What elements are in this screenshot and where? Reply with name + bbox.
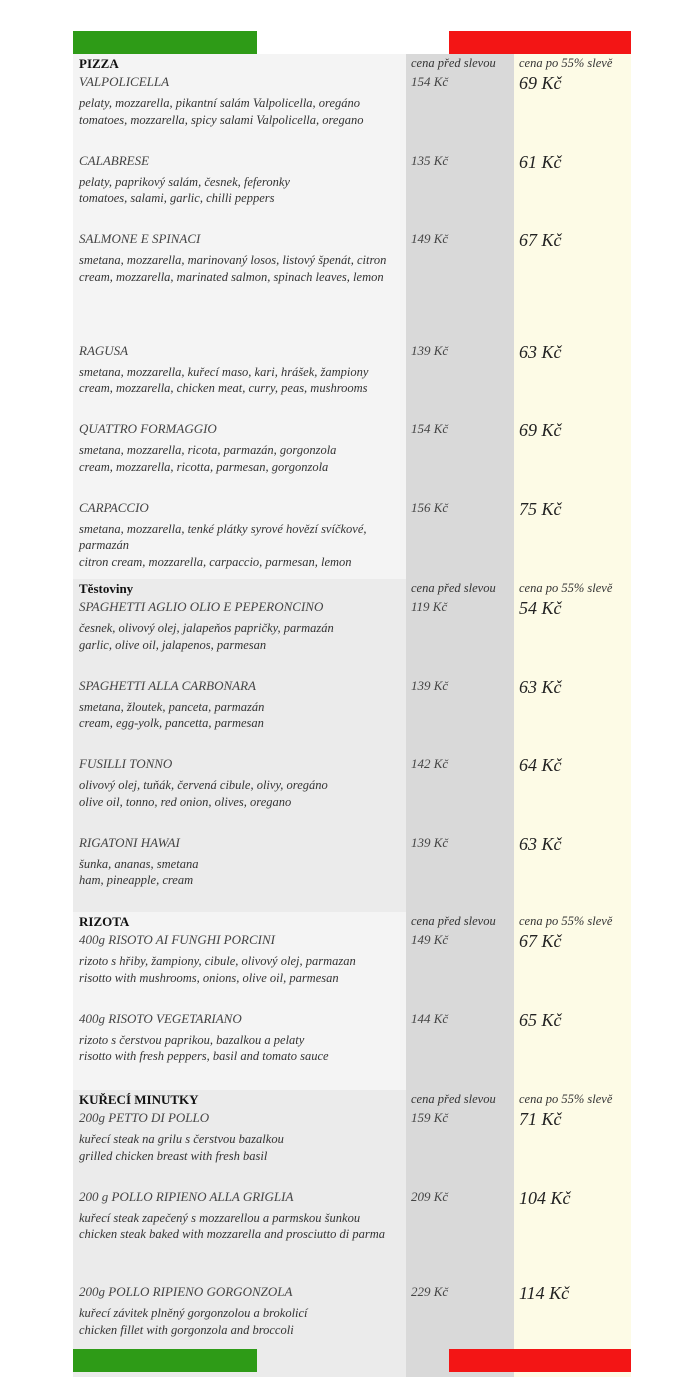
price-after-cell	[519, 755, 631, 834]
price-after-cell	[519, 499, 631, 580]
item-description	[79, 442, 406, 476]
item-description	[79, 252, 406, 286]
chicken-price-after-column	[514, 1090, 631, 1377]
price-after-cell	[519, 598, 631, 677]
price-before: 144 Kč	[411, 1010, 449, 1026]
item-name: 200g PETTO DI POLLO	[79, 1110, 210, 1125]
price-before: 159 Kč	[411, 1110, 449, 1125]
menu-item	[79, 755, 406, 834]
section-title: PIZZA	[79, 56, 119, 71]
price-after: 61 Kč	[519, 151, 562, 172]
item-description-cz: olivový olej, tuňák, červená cibule, olivy, oregáno	[79, 778, 328, 792]
item-name: 400g RISOTO AI FUNGHI PORCINI	[79, 932, 275, 947]
price-before-cell	[411, 73, 514, 152]
item-description-cz: šunka, ananas, smetana	[79, 856, 199, 871]
item-description	[79, 1131, 406, 1165]
item-description	[79, 1032, 406, 1066]
price-before-cell	[411, 677, 514, 756]
section-chicken	[73, 1090, 631, 1377]
price-after-cell	[519, 834, 631, 913]
price-after-cell	[519, 420, 631, 499]
pizza-item-column	[73, 54, 406, 579]
price-after-cell	[519, 1010, 631, 1091]
flag-green-stripe	[73, 1349, 257, 1372]
section-title: RIZOTA	[79, 914, 130, 929]
price-after-header: cena po 55% slevě	[519, 914, 613, 928]
item-name: RAGUSA	[79, 342, 129, 358]
menu-item	[79, 1010, 406, 1091]
flag-green-stripe	[73, 31, 257, 54]
price-after: 54 Kč	[519, 598, 562, 618]
price-after-cell	[519, 1109, 631, 1188]
price-after: 75 Kč	[519, 498, 562, 519]
item-description	[79, 620, 406, 654]
item-description	[79, 699, 406, 733]
price-before-cell	[411, 1010, 514, 1091]
item-description	[79, 174, 406, 208]
price-before: 139 Kč	[411, 834, 449, 850]
item-description-en: grilled chicken breast with fresh basil	[79, 1148, 268, 1163]
price-after: 71 Kč	[519, 1109, 562, 1129]
item-description	[79, 364, 406, 398]
item-name: VALPOLICELLA	[79, 74, 170, 89]
item-description-cz: pelaty, mozzarella, pikantní salám Valpolicella, oregáno	[79, 96, 360, 110]
menu-item	[79, 420, 406, 499]
item-description-cz: pelaty, paprikový salám, česnek, feferonky	[79, 174, 290, 189]
item-description-cz: kuřecí steak na grilu s čerstvou bazalkou	[79, 1132, 284, 1146]
price-before-cell	[411, 834, 514, 913]
pizza-price-after-column	[514, 54, 631, 579]
price-before: 229 Kč	[411, 1284, 449, 1299]
price-before: 135 Kč	[411, 152, 449, 168]
price-after: 67 Kč	[519, 931, 562, 951]
price-before: 154 Kč	[411, 421, 449, 436]
menu-item	[79, 342, 406, 421]
price-before-header: cena před slevou	[411, 1092, 496, 1106]
item-description-en: cream, mozzarella, marinated salmon, spinach leaves, lemon	[79, 269, 384, 284]
section-pizza	[73, 54, 631, 579]
item-description-en: garlic, olive oil, jalapenos, parmesan	[79, 637, 267, 652]
price-after: 65 Kč	[519, 1009, 562, 1030]
price-after-cell	[519, 677, 631, 756]
item-name: 200g POLLO RIPIENO GORGONZOLA	[79, 1284, 293, 1299]
item-description-en: chicken fillet with gorgonzola and broccoli	[79, 1322, 294, 1337]
item-description-cz: kuřecí závitek plněný gorgonzolou a brokolicí	[79, 1306, 308, 1320]
price-after: 63 Kč	[519, 676, 562, 697]
item-description-en: ham, pineapple, cream	[79, 873, 194, 888]
item-description-en: risotto with fresh peppers, basil and tomato sauce	[79, 1049, 329, 1064]
price-before: 139 Kč	[411, 677, 449, 693]
item-name: RIGATONI HAWAI	[79, 834, 180, 850]
item-description-cz: česnek, olivový olej, jalapeňos papričky, parmazán	[79, 621, 334, 635]
menu-item	[79, 1109, 406, 1188]
risotto-item-column	[73, 912, 406, 1090]
item-name: SALMONE E SPINACI	[79, 231, 201, 246]
price-after-header: cena po 55% slevě	[519, 56, 613, 70]
price-after: 104 Kč	[519, 1187, 571, 1208]
risotto-price-before-column	[406, 912, 514, 1090]
pizza-price-before-column	[406, 54, 514, 579]
item-description-cz: smetana, mozzarella, marinovaný losos, listový špenát, citron	[79, 253, 387, 267]
price-before-cell	[411, 1188, 514, 1284]
item-description-cz: kuřecí steak zapečený s mozzarellou a parmskou šunkou	[79, 1210, 361, 1225]
menu-item	[79, 230, 406, 342]
italian-flag-bottom	[73, 1349, 631, 1372]
section-risotto	[73, 912, 631, 1090]
price-after: 67 Kč	[519, 230, 562, 250]
price-after-header: cena po 55% slevě	[519, 581, 613, 595]
item-description	[79, 95, 406, 129]
price-before-cell	[411, 499, 514, 580]
item-description-cz: smetana, mozzarella, kuřecí maso, kari, hrášek, žampiony	[79, 364, 369, 379]
menu-table	[73, 54, 631, 1377]
item-description	[79, 953, 406, 987]
item-description	[79, 521, 406, 571]
menu-item	[79, 1188, 406, 1284]
menu-item	[79, 73, 406, 152]
flag-red-stripe	[449, 1349, 631, 1372]
price-after: 63 Kč	[519, 833, 562, 854]
item-description-cz: smetana, mozzarella, tenké plátky syrové hovězí svíčkové, parmazán	[79, 521, 367, 553]
item-description-en: chicken steak baked with mozzarella and prosciutto di parma	[79, 1227, 385, 1242]
price-before-cell	[411, 342, 514, 421]
price-before: 209 Kč	[411, 1188, 449, 1204]
flag-red-stripe	[449, 31, 631, 54]
item-name: QUATTRO FORMAGGIO	[79, 421, 217, 436]
item-description-en: cream, egg-yolk, pancetta, parmesan	[79, 716, 264, 731]
price-before-cell	[411, 420, 514, 499]
price-after-cell	[519, 931, 631, 1010]
item-name: CALABRESE	[79, 152, 150, 168]
price-after: 114 Kč	[519, 1283, 570, 1303]
price-before-cell	[411, 755, 514, 834]
item-name: 400g RISOTO VEGETARIANO	[79, 1010, 242, 1026]
item-name: FUSILLI TONNO	[79, 756, 173, 771]
item-description-en: tomatoes, salami, garlic, chilli peppers	[79, 191, 275, 206]
section-title: Těstoviny	[79, 581, 134, 596]
item-description-en: risotto with mushrooms, onions, olive oil, parmesan	[79, 970, 339, 985]
risotto-price-after-column	[514, 912, 631, 1090]
price-before: 149 Kč	[411, 231, 449, 246]
price-before: 149 Kč	[411, 932, 449, 947]
price-before: 119 Kč	[411, 599, 448, 614]
price-after: 64 Kč	[519, 755, 562, 775]
price-before-cell	[411, 230, 514, 342]
price-after-cell	[519, 1188, 631, 1284]
price-before: 139 Kč	[411, 342, 449, 358]
price-before: 142 Kč	[411, 756, 449, 771]
price-before-header: cena před slevou	[411, 56, 496, 70]
price-before-cell	[411, 1109, 514, 1188]
item-description-en: citron cream, mozzarella, carpaccio, parmesan, lemon	[79, 555, 352, 570]
pasta-price-after-column	[514, 579, 631, 912]
menu-item	[79, 834, 406, 913]
pasta-price-before-column	[406, 579, 514, 912]
menu-item	[79, 931, 406, 1010]
pasta-item-column	[73, 579, 406, 912]
price-after: 69 Kč	[519, 420, 562, 440]
italian-flag-top	[73, 31, 631, 54]
price-after-cell	[519, 342, 631, 421]
section-title: KUŘECÍ MINUTKY	[79, 1092, 199, 1107]
menu-item	[79, 499, 406, 580]
item-description-en: olive oil, tonno, red onion, olives, oregano	[79, 794, 292, 809]
item-description-cz: smetana, žloutek, panceta, parmazán	[79, 699, 265, 714]
item-description-en: tomatoes, mozzarella, spicy salami Valpolicella, oregano	[79, 112, 364, 127]
menu-item	[79, 598, 406, 677]
item-description	[79, 1305, 406, 1339]
price-after-cell	[519, 230, 631, 342]
chicken-item-column	[73, 1090, 406, 1377]
price-before-cell	[411, 152, 514, 231]
price-after-cell	[519, 152, 631, 231]
item-name: 200 g POLLO RIPIENO ALLA GRIGLIA	[79, 1188, 294, 1204]
price-after: 63 Kč	[519, 341, 562, 362]
section-pasta	[73, 579, 631, 912]
item-description-en: cream, mozzarella, chicken meat, curry, peas, mushrooms	[79, 381, 368, 396]
item-description-cz: rizoto s čerstvou paprikou, bazalkou a pelaty	[79, 1032, 305, 1047]
price-before-cell	[411, 931, 514, 1010]
item-description-cz: rizoto s hřiby, žampiony, cibule, olivový olej, parmazan	[79, 954, 356, 968]
item-name: SPAGHETTI AGLIO OLIO E PEPERONCINO	[79, 599, 324, 614]
price-before-cell	[411, 598, 514, 677]
price-after-cell	[519, 73, 631, 152]
menu-item	[79, 152, 406, 231]
price-before: 156 Kč	[411, 499, 449, 515]
item-description	[79, 777, 406, 811]
item-name: CARPACCIO	[79, 499, 149, 515]
item-name: SPAGHETTI ALLA CARBONARA	[79, 677, 256, 693]
price-after-header: cena po 55% slevě	[519, 1092, 613, 1106]
item-description	[79, 856, 406, 890]
price-before-header: cena před slevou	[411, 581, 496, 595]
price-after: 69 Kč	[519, 73, 562, 93]
item-description	[79, 1210, 406, 1244]
menu-item	[79, 677, 406, 756]
price-before: 154 Kč	[411, 74, 449, 89]
item-description-cz: smetana, mozzarella, ricota, parmazán, gorgonzola	[79, 443, 337, 457]
chicken-price-before-column	[406, 1090, 514, 1377]
price-before-header: cena před slevou	[411, 914, 496, 928]
item-description-en: cream, mozzarella, ricotta, parmesan, gorgonzola	[79, 459, 329, 474]
